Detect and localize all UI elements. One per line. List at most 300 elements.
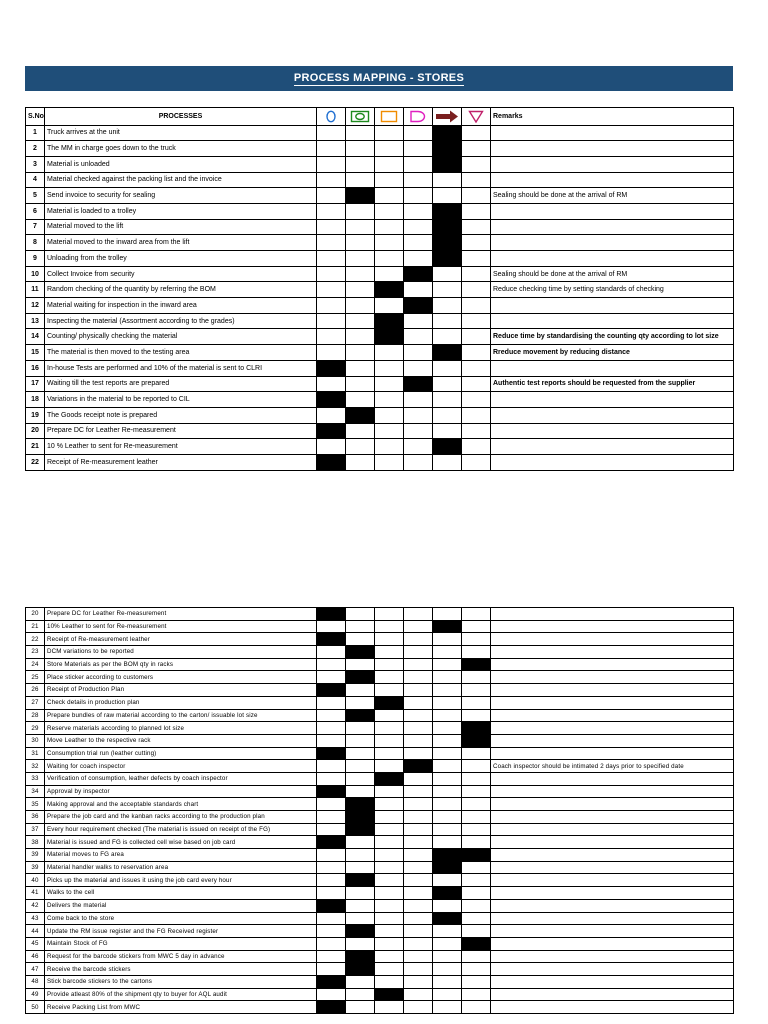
activity-mark (317, 1001, 346, 1014)
empty-cell (375, 887, 404, 900)
row-remark (491, 925, 734, 938)
empty-cell (462, 899, 491, 912)
row-process: Truck arrives at the unit (45, 125, 317, 141)
empty-cell (404, 646, 433, 659)
row-remark (491, 772, 734, 785)
empty-cell (317, 988, 346, 1001)
row-sno: 11 (26, 282, 45, 298)
table-row (26, 125, 734, 141)
empty-cell (375, 709, 404, 722)
table-row (26, 633, 734, 646)
empty-cell (462, 785, 491, 798)
row-remark (491, 722, 734, 735)
title-banner (25, 66, 733, 91)
row-process: Approval by inspector (45, 785, 317, 798)
empty-cell (346, 899, 375, 912)
activity-mark (404, 376, 433, 392)
activity-mark (433, 345, 462, 361)
empty-cell (462, 439, 491, 455)
row-process: Receive the barcode stickers (45, 963, 317, 976)
activity-mark (346, 671, 375, 684)
empty-cell (462, 633, 491, 646)
empty-cell (317, 329, 346, 345)
row-remark (491, 684, 734, 697)
empty-cell (462, 407, 491, 423)
empty-cell (462, 912, 491, 925)
table-row (26, 1001, 734, 1014)
table-row (26, 709, 734, 722)
empty-cell (317, 188, 346, 204)
empty-cell (375, 156, 404, 172)
row-remark (491, 861, 734, 874)
empty-cell (404, 454, 433, 470)
table-row (26, 849, 734, 862)
row-sno: 21 (26, 620, 45, 633)
row-process: Move Leather to the respective rack (45, 734, 317, 747)
activity-mark (375, 313, 404, 329)
row-process: Verification of consumption, leather defects by coach inspector (45, 772, 317, 785)
row-remark (491, 608, 734, 621)
empty-cell (375, 439, 404, 455)
empty-cell (433, 172, 462, 188)
empty-cell (404, 313, 433, 329)
empty-cell (317, 937, 346, 950)
row-process: Prepare the job card and the kanban racks according to the production plan (45, 811, 317, 824)
row-remark (491, 836, 734, 849)
empty-cell (317, 734, 346, 747)
activity-mark (375, 696, 404, 709)
empty-cell (317, 345, 346, 361)
table-row (26, 188, 734, 204)
table-row (26, 950, 734, 963)
empty-cell (404, 608, 433, 621)
empty-cell (375, 899, 404, 912)
empty-cell (346, 156, 375, 172)
empty-cell (346, 282, 375, 298)
empty-cell (404, 772, 433, 785)
empty-cell (317, 251, 346, 267)
table-row (26, 203, 734, 219)
activity-mark (433, 125, 462, 141)
empty-cell (462, 798, 491, 811)
empty-cell (433, 608, 462, 621)
empty-cell (317, 798, 346, 811)
empty-cell (404, 620, 433, 633)
empty-cell (433, 266, 462, 282)
empty-cell (433, 747, 462, 760)
header-processes: PROCESSES (45, 108, 317, 126)
row-remark (491, 785, 734, 798)
table-row (26, 684, 734, 697)
row-sno: 16 (26, 360, 45, 376)
empty-cell (404, 861, 433, 874)
empty-cell (404, 912, 433, 925)
empty-cell (404, 671, 433, 684)
empty-cell (404, 1001, 433, 1014)
row-process: Update the RM issue register and the FG Received register (45, 925, 317, 938)
empty-cell (404, 709, 433, 722)
row-sno: 20 (26, 608, 45, 621)
row-remark (491, 251, 734, 267)
empty-cell (317, 760, 346, 773)
empty-cell (346, 747, 375, 760)
row-remark (491, 950, 734, 963)
row-process: Picks up the material and issues it using the job card every hour (45, 874, 317, 887)
empty-cell (375, 454, 404, 470)
empty-cell (375, 722, 404, 735)
row-process: Waiting for coach inspector (45, 760, 317, 773)
process-table-2 (25, 607, 734, 1014)
activity-mark (317, 608, 346, 621)
row-remark (491, 235, 734, 251)
empty-cell (317, 658, 346, 671)
empty-cell (317, 266, 346, 282)
empty-cell (346, 235, 375, 251)
empty-cell (346, 937, 375, 950)
table-row (26, 156, 734, 172)
empty-cell (346, 975, 375, 988)
activity-mark (317, 747, 346, 760)
activity-mark (375, 988, 404, 1001)
row-sno: 15 (26, 345, 45, 361)
row-remark (491, 156, 734, 172)
row-remark (491, 963, 734, 976)
empty-cell (462, 298, 491, 314)
table-row (26, 722, 734, 735)
empty-cell (317, 811, 346, 824)
empty-cell (375, 423, 404, 439)
table-row (26, 141, 734, 157)
empty-cell (404, 849, 433, 862)
empty-cell (404, 188, 433, 204)
empty-cell (317, 925, 346, 938)
row-remark (491, 360, 734, 376)
activity-mark (346, 925, 375, 938)
row-process: Making approval and the acceptable standards chart (45, 798, 317, 811)
row-process: Reserve materials according to planned lot size (45, 722, 317, 735)
row-process: Collect Invoice from security (45, 266, 317, 282)
empty-cell (317, 861, 346, 874)
row-remark (491, 975, 734, 988)
table-row (26, 772, 734, 785)
empty-cell (404, 963, 433, 976)
row-process: Provide atleast 80% of the shipment qty to buyer for AQL audit (45, 988, 317, 1001)
row-sno: 39 (26, 861, 45, 874)
empty-cell (375, 345, 404, 361)
empty-cell (433, 188, 462, 204)
row-remark (491, 696, 734, 709)
table-row (26, 836, 734, 849)
empty-cell (462, 203, 491, 219)
table-row (26, 963, 734, 976)
activity-mark (346, 798, 375, 811)
row-process: The MM in charge goes down to the truck (45, 141, 317, 157)
row-sno: 13 (26, 313, 45, 329)
row-remark: Sealing should be done at the arrival of RM (491, 266, 734, 282)
table-row (26, 439, 734, 455)
row-process: Material is loaded to a trolley (45, 203, 317, 219)
table-row (26, 696, 734, 709)
empty-cell (375, 235, 404, 251)
row-sno: 25 (26, 671, 45, 684)
empty-cell (404, 785, 433, 798)
empty-cell (404, 407, 433, 423)
empty-cell (317, 912, 346, 925)
row-sno: 18 (26, 392, 45, 408)
activity-mark (404, 266, 433, 282)
empty-cell (462, 392, 491, 408)
empty-cell (462, 345, 491, 361)
operation-icon (325, 110, 337, 123)
empty-cell (462, 282, 491, 298)
empty-cell (375, 219, 404, 235)
table-row (26, 172, 734, 188)
empty-cell (433, 874, 462, 887)
activity-mark (346, 407, 375, 423)
header-remarks: Remarks (491, 108, 734, 126)
row-process: Material is unloaded (45, 156, 317, 172)
row-remark: Authentic test reports should be requested from the supplier (491, 376, 734, 392)
table-row (26, 620, 734, 633)
row-process: Material moved to the lift (45, 219, 317, 235)
empty-cell (462, 1001, 491, 1014)
empty-cell (346, 439, 375, 455)
row-remark: Sealing should be done at the arrival of RM (491, 188, 734, 204)
table-row (26, 988, 734, 1001)
row-sno: 26 (26, 684, 45, 697)
activity-mark (317, 785, 346, 798)
row-sno: 2 (26, 141, 45, 157)
empty-cell (462, 608, 491, 621)
table-row (26, 608, 734, 621)
page-title: PROCESS MAPPING - STORES (293, 71, 465, 84)
empty-cell (375, 646, 404, 659)
empty-cell (375, 861, 404, 874)
empty-cell (317, 887, 346, 900)
empty-cell (433, 836, 462, 849)
empty-cell (404, 937, 433, 950)
empty-cell (462, 329, 491, 345)
table-row (26, 219, 734, 235)
table-row (26, 376, 734, 392)
activity-mark (462, 937, 491, 950)
empty-cell (375, 975, 404, 988)
empty-cell (317, 646, 346, 659)
row-process: Every hour requirement checked (The material is issued on receipt of the FG) (45, 823, 317, 836)
table-row (26, 823, 734, 836)
empty-cell (375, 251, 404, 267)
empty-cell (404, 722, 433, 735)
empty-cell (346, 684, 375, 697)
empty-cell (433, 709, 462, 722)
empty-cell (462, 376, 491, 392)
empty-cell (404, 633, 433, 646)
empty-cell (346, 125, 375, 141)
row-process: Request for the barcode stickers from MWC 5 day in advance (45, 950, 317, 963)
row-sno: 37 (26, 823, 45, 836)
row-process: Material moved to the inward area from the lift (45, 235, 317, 251)
row-remark (491, 988, 734, 1001)
empty-cell (375, 734, 404, 747)
empty-cell (433, 785, 462, 798)
empty-cell (462, 696, 491, 709)
table-row (26, 298, 734, 314)
empty-cell (462, 646, 491, 659)
empty-cell (346, 608, 375, 621)
row-process: Delivers the material (45, 899, 317, 912)
row-process: Unloading from the trolley (45, 251, 317, 267)
empty-cell (404, 811, 433, 824)
row-process: Material moves to FG area (45, 849, 317, 862)
empty-cell (404, 975, 433, 988)
empty-cell (462, 671, 491, 684)
empty-cell (462, 925, 491, 938)
empty-cell (462, 887, 491, 900)
delay-icon (409, 110, 427, 123)
table-row (26, 899, 734, 912)
empty-cell (317, 235, 346, 251)
empty-cell (317, 219, 346, 235)
empty-cell (433, 633, 462, 646)
empty-cell (346, 203, 375, 219)
empty-cell (346, 329, 375, 345)
row-remark (491, 823, 734, 836)
empty-cell (462, 360, 491, 376)
row-sno: 20 (26, 423, 45, 439)
empty-cell (433, 658, 462, 671)
row-sno: 32 (26, 760, 45, 773)
table-row (26, 658, 734, 671)
empty-cell (375, 266, 404, 282)
empty-cell (375, 950, 404, 963)
empty-cell (404, 251, 433, 267)
table-row (26, 392, 734, 408)
table-row (26, 423, 734, 439)
row-sno: 24 (26, 658, 45, 671)
activity-mark (433, 141, 462, 157)
activity-mark (317, 392, 346, 408)
activity-mark (433, 861, 462, 874)
row-process: Prepare DC for Leather Re-measurement (45, 423, 317, 439)
empty-cell (462, 747, 491, 760)
table-row (26, 925, 734, 938)
table-row (26, 671, 734, 684)
empty-cell (433, 671, 462, 684)
empty-cell (317, 772, 346, 785)
row-process: Inspecting the material (Assortment according to the grades) (45, 313, 317, 329)
row-sno: 38 (26, 836, 45, 849)
table-row (26, 235, 734, 251)
table-row (26, 975, 734, 988)
row-sno: 36 (26, 811, 45, 824)
operation-inspection-icon (350, 110, 370, 123)
row-process: Waiting till the test reports are prepared (45, 376, 317, 392)
empty-cell (375, 407, 404, 423)
table-row (26, 861, 734, 874)
header-sno: S.No (26, 108, 45, 126)
row-remark: Reduce time by standardising the counting qty according to lot size (491, 329, 734, 345)
row-sno: 31 (26, 747, 45, 760)
empty-cell (346, 785, 375, 798)
inspection-icon (380, 110, 398, 123)
row-process: The Goods receipt note is prepared (45, 407, 317, 423)
activity-mark (404, 298, 433, 314)
empty-cell (375, 658, 404, 671)
table-row (26, 798, 734, 811)
empty-cell (433, 646, 462, 659)
empty-cell (375, 811, 404, 824)
row-process: Receipt of Re-measurement leather (45, 454, 317, 470)
empty-cell (433, 937, 462, 950)
empty-cell (375, 172, 404, 188)
row-sno: 42 (26, 899, 45, 912)
empty-cell (375, 798, 404, 811)
row-process: DCM variations to be reported (45, 646, 317, 659)
empty-cell (346, 313, 375, 329)
empty-cell (317, 671, 346, 684)
activity-mark (462, 734, 491, 747)
empty-cell (462, 684, 491, 697)
empty-cell (317, 203, 346, 219)
empty-cell (404, 747, 433, 760)
activity-mark (317, 633, 346, 646)
empty-cell (375, 376, 404, 392)
row-sno: 50 (26, 1001, 45, 1014)
row-remark (491, 811, 734, 824)
empty-cell (433, 988, 462, 1001)
row-remark (491, 219, 734, 235)
activity-mark (433, 912, 462, 925)
activity-mark (433, 219, 462, 235)
table-row (26, 251, 734, 267)
empty-cell (433, 950, 462, 963)
empty-cell (317, 313, 346, 329)
row-process: 10 % Leather to sent for Re-measurement (45, 439, 317, 455)
empty-cell (404, 439, 433, 455)
empty-cell (375, 912, 404, 925)
empty-cell (346, 423, 375, 439)
row-sno: 41 (26, 887, 45, 900)
row-remark (491, 313, 734, 329)
empty-cell (375, 125, 404, 141)
empty-cell (462, 709, 491, 722)
empty-cell (346, 849, 375, 862)
row-process: Receive Packing List from MWC (45, 1001, 317, 1014)
activity-mark (375, 282, 404, 298)
row-sno: 14 (26, 329, 45, 345)
row-remark (491, 633, 734, 646)
empty-cell (346, 172, 375, 188)
empty-cell (462, 454, 491, 470)
row-sno: 4 (26, 172, 45, 188)
empty-cell (462, 235, 491, 251)
empty-cell (462, 172, 491, 188)
row-remark (491, 912, 734, 925)
empty-cell (462, 251, 491, 267)
header-symbol-operation (317, 108, 346, 126)
empty-cell (404, 988, 433, 1001)
empty-cell (433, 392, 462, 408)
row-sno: 12 (26, 298, 45, 314)
empty-cell (433, 823, 462, 836)
row-process: Send invoice to security for sealing (45, 188, 317, 204)
header-symbol-operation-inspection (346, 108, 375, 126)
empty-cell (404, 156, 433, 172)
empty-cell (433, 684, 462, 697)
empty-cell (404, 235, 433, 251)
row-sno: 8 (26, 235, 45, 251)
activity-mark (346, 811, 375, 824)
